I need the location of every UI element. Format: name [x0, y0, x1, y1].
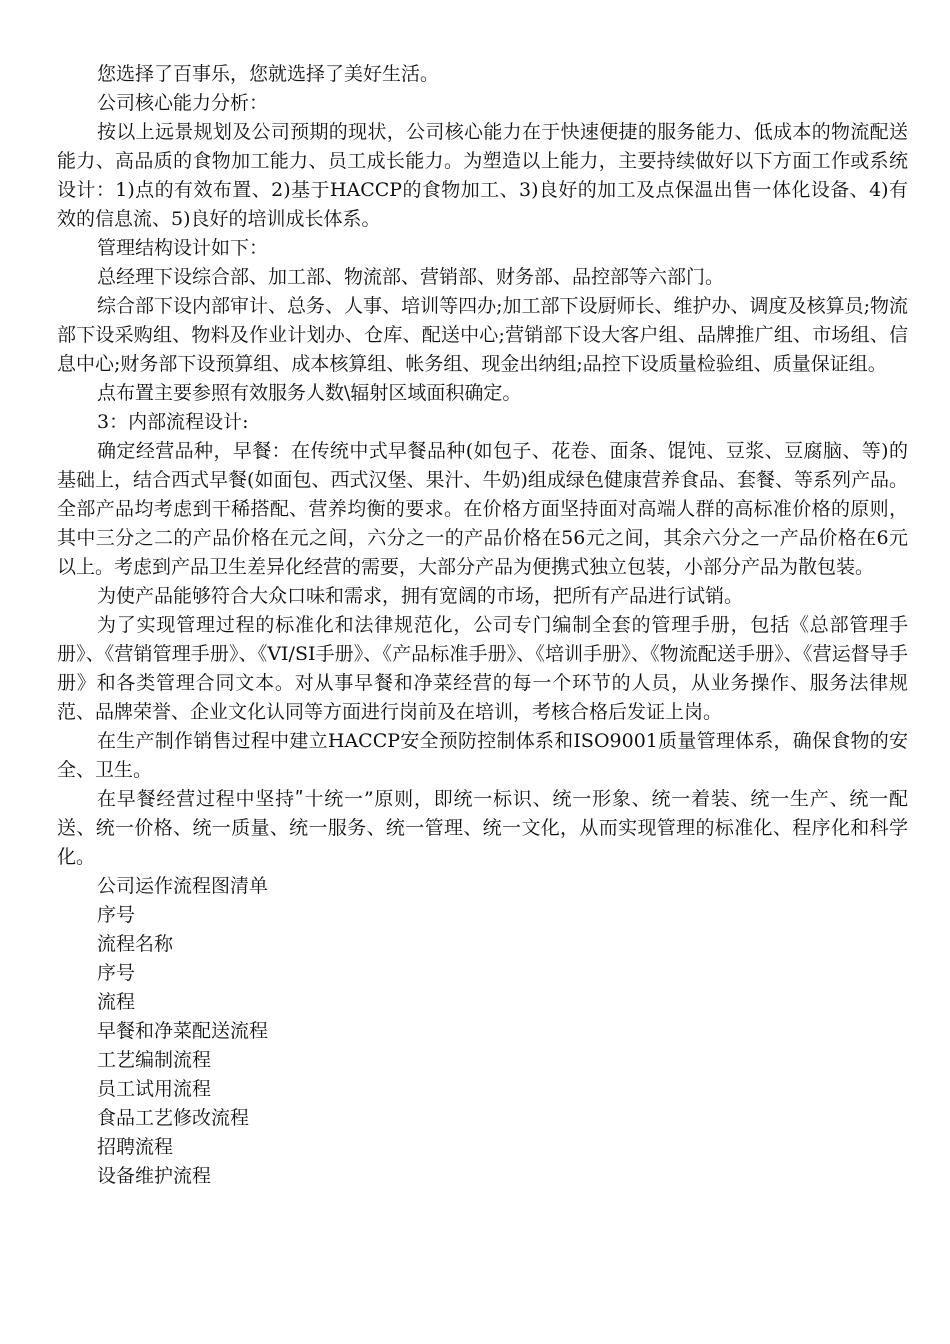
list-item: 招聘流程	[97, 1136, 174, 1158]
list-item: 流程	[97, 991, 136, 1013]
paragraph-manuals: 为了实现管理过程的标准化和法律规范化，公司专门编制全套的管理手册，包括《总部管理手册》、《营销管理手册》、《VI/SI手册》、《产品标准手册》、《培训手册》、《物流配送手册》、《营运督导手册》和各类管理合同文本。对从事早餐和净菜经营的每一个环节的人员，从业务操作、服务法律规范、品牌荣誉、企业文化认同等方面进行岗前及在培训，考核合格后发证上岗。	[57, 614, 908, 723]
list-item: 流程名称	[97, 933, 174, 955]
paragraph-core-capability: 按以上远景规划及公司预期的现状，公司核心能力在于快速便捷的服务能力、低成本的物流配送能力、高品质的食物加工能力、员工成长能力。为塑造以上能力，主要持续做好以下方面工作或系统设计：1)点的有效布置、2)基于HACCP的食物加工、3)良好的加工及点保温出售一体化设备、4)有效的信息流、5)良好的培训成长体系。	[57, 121, 908, 230]
paragraph-departments: 总经理下设综合部、加工部、物流部、营销部、财务部、品控部等六部门。	[97, 266, 725, 288]
list-item: 食品工艺修改流程	[97, 1107, 250, 1129]
paragraph-sub-departments: 综合部下设内部审计、总务、人事、培训等四办;加工部下设厨师长、维护办、调度及核算员;物流部下设采购组、物料及作业计划办、仓库、配送中心;营销部下设大客户组、品牌推广组、市场组、信息中心;财务部下设预算组、成本核算组、帐务组、现金出纳组;品控下设质量检验组、质量保证组。	[57, 295, 908, 375]
list-item: 设备维护流程	[97, 1165, 212, 1187]
heading-management-structure: 管理结构设计如下：	[97, 237, 269, 259]
document-body	[57, 60, 908, 1191]
paragraph-slogan: 您选择了百事乐，您就选择了美好生活。	[97, 63, 440, 85]
paragraph-trial-sale: 为使产品能够符合大众口味和需求，拥有宽阔的市场，把所有产品进行试销。	[97, 585, 744, 607]
list-item: 早餐和净菜配送流程	[97, 1020, 269, 1042]
paragraph-product-range: 确定经营品种，早餐：在传统中式早餐品种(如包子、花卷、面条、馄饨、豆浆、豆腐脑、等)的基础上，结合西式早餐(如面包、西式汉堡、果汁、牛奶)组成绿色健康营养食品、套餐、等系列产品。全部产品均考虑到干稀搭配、营养均衡的要求。在价格方面坚持面对高端人群的高标准价格的原则，其中三分之二的产品价格在元之间，六分之一的产品价格在56元之间，其余六分之一产品价格在6元以上。考虑到产品卫生差异化经营的需要，大部分产品为便携式独立包装，小部分产品为散包装。	[57, 440, 908, 578]
heading-core-capability: 公司核心能力分析：	[97, 92, 269, 114]
paragraph-ten-unifications: 在早餐经营过程中坚持ʺ十统一”原则，即统一标识、统一形象、统一着装、统一生产、统一配送、统一价格、统一质量、统一服务、统一管理、统一文化，从而实现管理的标准化、程序化和科学化。	[57, 788, 908, 868]
list-item: 序号	[97, 962, 136, 984]
list-item: 工艺编制流程	[97, 1049, 212, 1071]
list-title: 公司运作流程图清单	[97, 875, 269, 897]
list-item: 序号	[97, 904, 136, 926]
list-item: 员工试用流程	[97, 1078, 212, 1100]
paragraph-haccp: 在生产制作销售过程中建立HACCP安全预防控制体系和ISO9001质量管理体系，确保食物的安全、卫生。	[57, 730, 908, 781]
paragraph-point-layout: 点布置主要参照有效服务人数\辐射区域面积确定。	[97, 382, 522, 404]
heading-internal-process: 3：内部流程设计:	[97, 411, 249, 433]
